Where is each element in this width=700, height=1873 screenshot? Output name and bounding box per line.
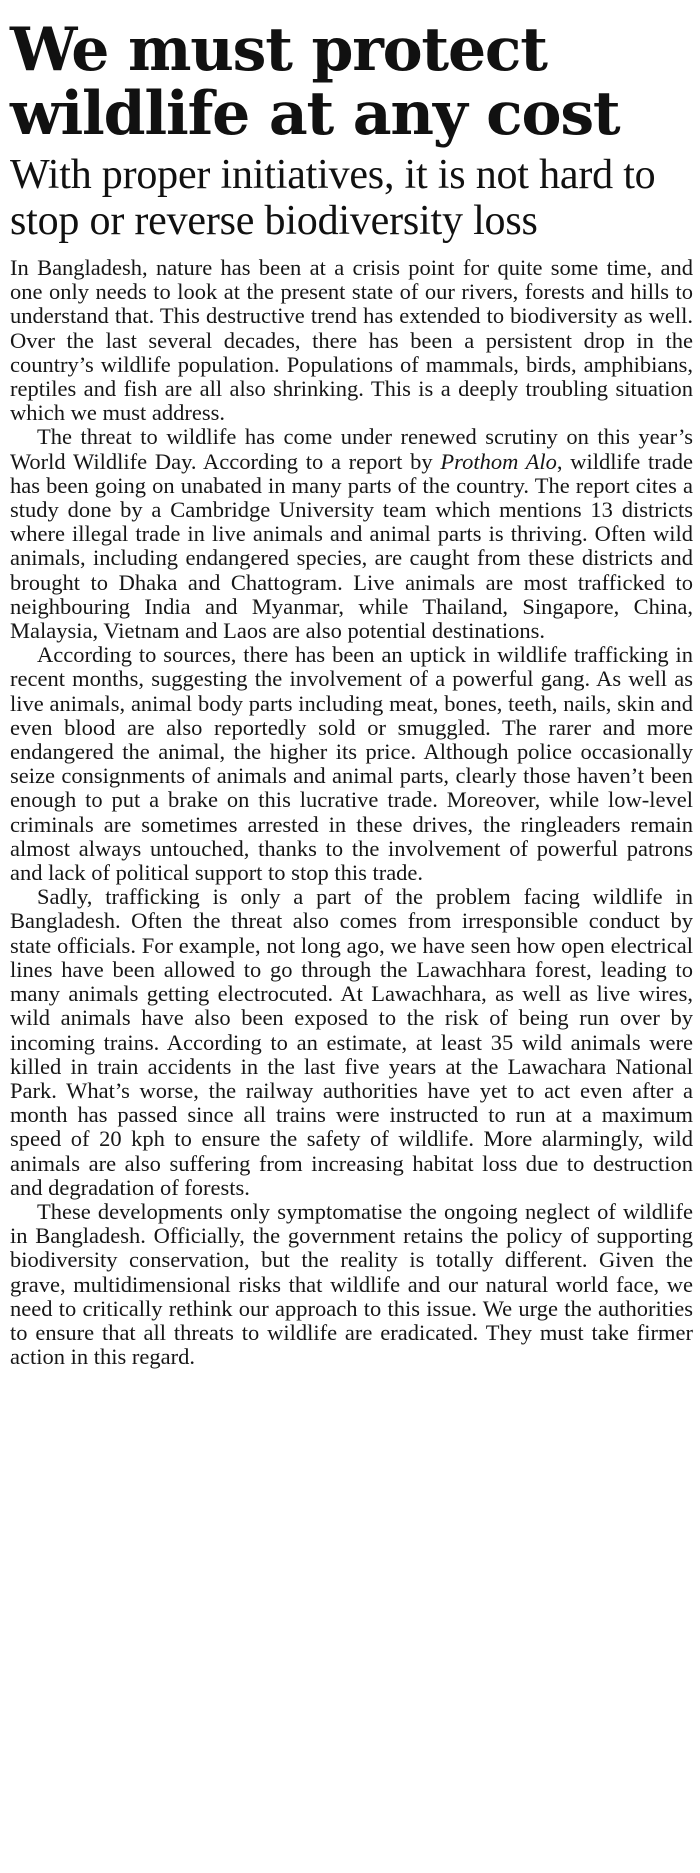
paragraph-5: These developments only symptomatise the ongoing neglect of wildlife in Bangladesh. Officially, the government retains the policy of supporting biodiversity conservation, but the reality is totally different. Given the grave, multidimensional risks that wildlife and our natural world face, we need to critically rethink our approach to this issue. We urge the authorities to ensure that all threats to wildlife are eradicated. They must take firmer action in this regard. [10,1198,693,1370]
paragraph-4: Sadly, trafficking is only a part of the problem facing wildlife in Bangladesh. Often the threat also comes from irresponsible conduct by state officials. For example, not long ago, we have seen how open electrical lines have been allowed to go through the Lawachhara forest, leading to many animals getting electrocuted. At Lawachhara, as well as live wires, wild animals have also been exposed to the risk of being run over by incoming trains. According to an estimate, at least 35 wild animals were killed in train accidents in the last five years at the Lawachara National Park. What’s worse, the railway authorities have yet to act even after a month has passed since all trains were instructed to run at a maximum speed of 20 kph to ensure the safety of wildlife. More alarmingly, wild animals are also suffering from increasing habitat loss due to destruction and degradation of forests. [10,884,693,1200]
paragraph-2 [10,425,693,643]
paragraph-2-text-start: The threat to wildlife has come under renewed scrutiny on this year’s World Wildlife Day. According to a report by [10,424,693,474]
editorial-article [10,15,693,1370]
paragraph-3: According to sources, there has been an uptick in wildlife trafficking in recent months, suggesting the involvement of a powerful gang. As well as live animals, animal body parts including meat, bones, teeth, nails, skin and even blood are also reportedly sold or smuggled. The rarer and more endangered the animal, the higher its price. Although police occasionally seize consignments of animals and animal parts, clearly those haven’t been enough to put a brake on this lucrative trade. Moreover, while low-level criminals are sometimes arrested in these drives, the ringleaders remain almost always untouched, thanks to the involvement of powerful patrons and lack of political support to stop this trade. [10,642,693,886]
subheadline: With proper initiatives, it is not hard to stop or reverse biodiversity loss [10,152,656,244]
article-body [10,256,693,1369]
paragraph-1: In Bangladesh, nature has been at a crisis point for quite some time, and one only needs to look at the present state of our rivers, forests and hills to understand that. This destructive trend has extended to biodiversity as well. Over the last several decades, there has been a persistent drop in the country’s wildlife population. Populations of mammals, birds, amphibians, reptiles and fish are all also shrinking. This is a deeply troubling situation which we must address. [10,255,693,426]
newspaper-name: Prothom Alo [440,448,557,474]
headline: We must protect wildlife at any cost [10,15,620,149]
paragraph-2-text-end: , wildlife trade has been going on unabated in many parts of the country. The report cites a study done by a Cambridge University team which mentions 13 districts where illegal trade in live animals and animal parts is thriving. Often wild animals, including endangered species, are caught from these districts and brought to Dhaka and Chattogram. Live animals are most trafficked to neighbouring India and Myanmar, while Thailand, Singapore, China, Malaysia, Vietnam and Laos are also potential destinations. [10,448,693,644]
